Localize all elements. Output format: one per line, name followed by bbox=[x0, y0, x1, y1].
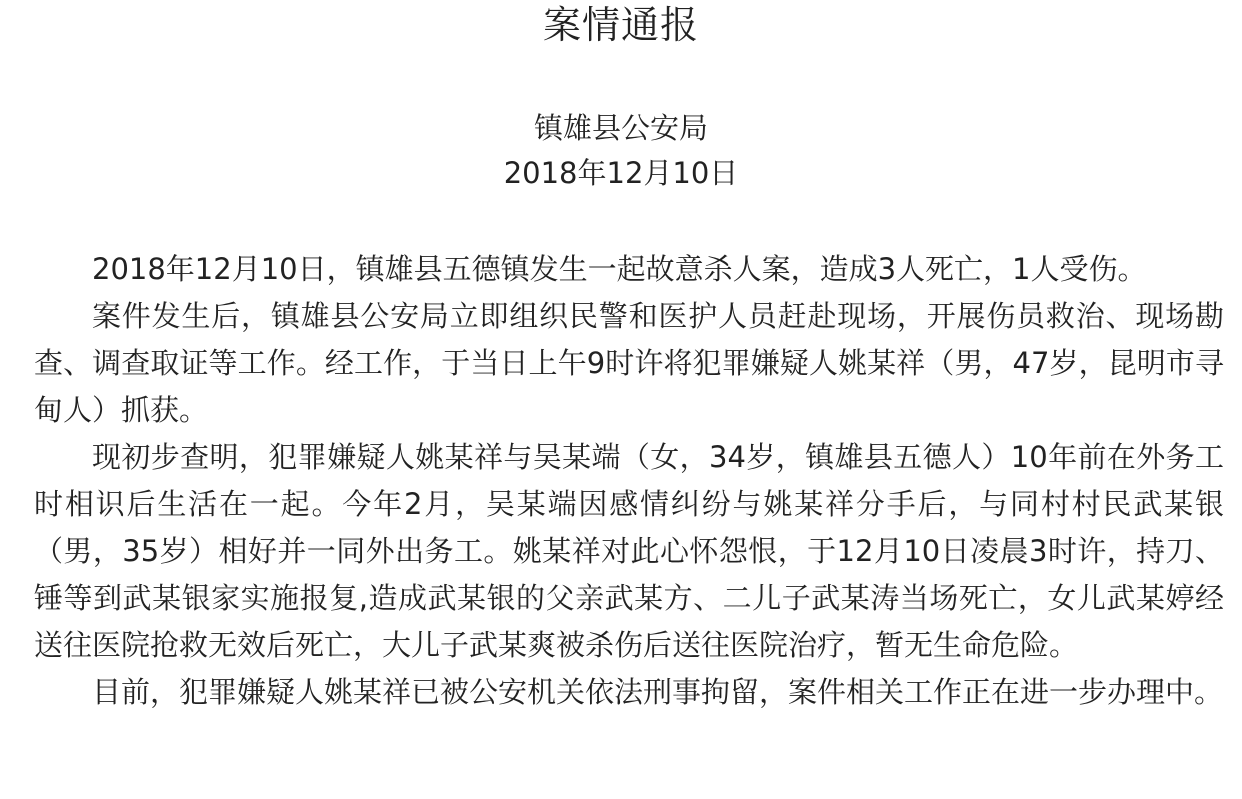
paragraph-investigation: 现初步查明，犯罪嫌疑人姚某祥与吴某端（女，34岁，镇雄县五德人）10年前在外务工时相识后生活在一起。今年2月，吴某端因感情纠纷与姚某祥分手后，与同村村民武某银（男，35岁）相好并一同外出务工。姚某祥对此心怀怨恨，于12月10日凌晨3时许，持刀、锤等到武某银家实施报复,造成武某银的父亲武某方、二儿子武某涛当场死亡，女儿武某婷经送往医院抢救无效后死亡，大儿子武某爽被杀伤后送往医院治疗，暂无生命危险。 bbox=[34, 440, 1224, 662]
paragraph-summary: 2018年12月10日，镇雄县五德镇发生一起故意杀人案，造成3人死亡，1人受伤。 bbox=[92, 252, 1147, 286]
paragraph-response: 案件发生后，镇雄县公安局立即组织民警和医护人员赶赴现场，开展伤员救治、现场勘查、调查取证等工作。经工作，于当日上午9时许将犯罪嫌疑人姚某祥（男，47岁，昆明市寻甸人）抓获。 bbox=[34, 299, 1224, 427]
issue-date: 2018年12月10日 bbox=[503, 156, 739, 190]
notice-body bbox=[34, 246, 1224, 716]
paragraph-current-status: 目前，犯罪嫌疑人姚某祥已被公安机关依法刑事拘留，案件相关工作正在进一步办理中。 bbox=[92, 675, 1224, 709]
notice-title: 案情通报 bbox=[542, 3, 699, 47]
issuer-name: 镇雄县公安局 bbox=[533, 111, 708, 145]
